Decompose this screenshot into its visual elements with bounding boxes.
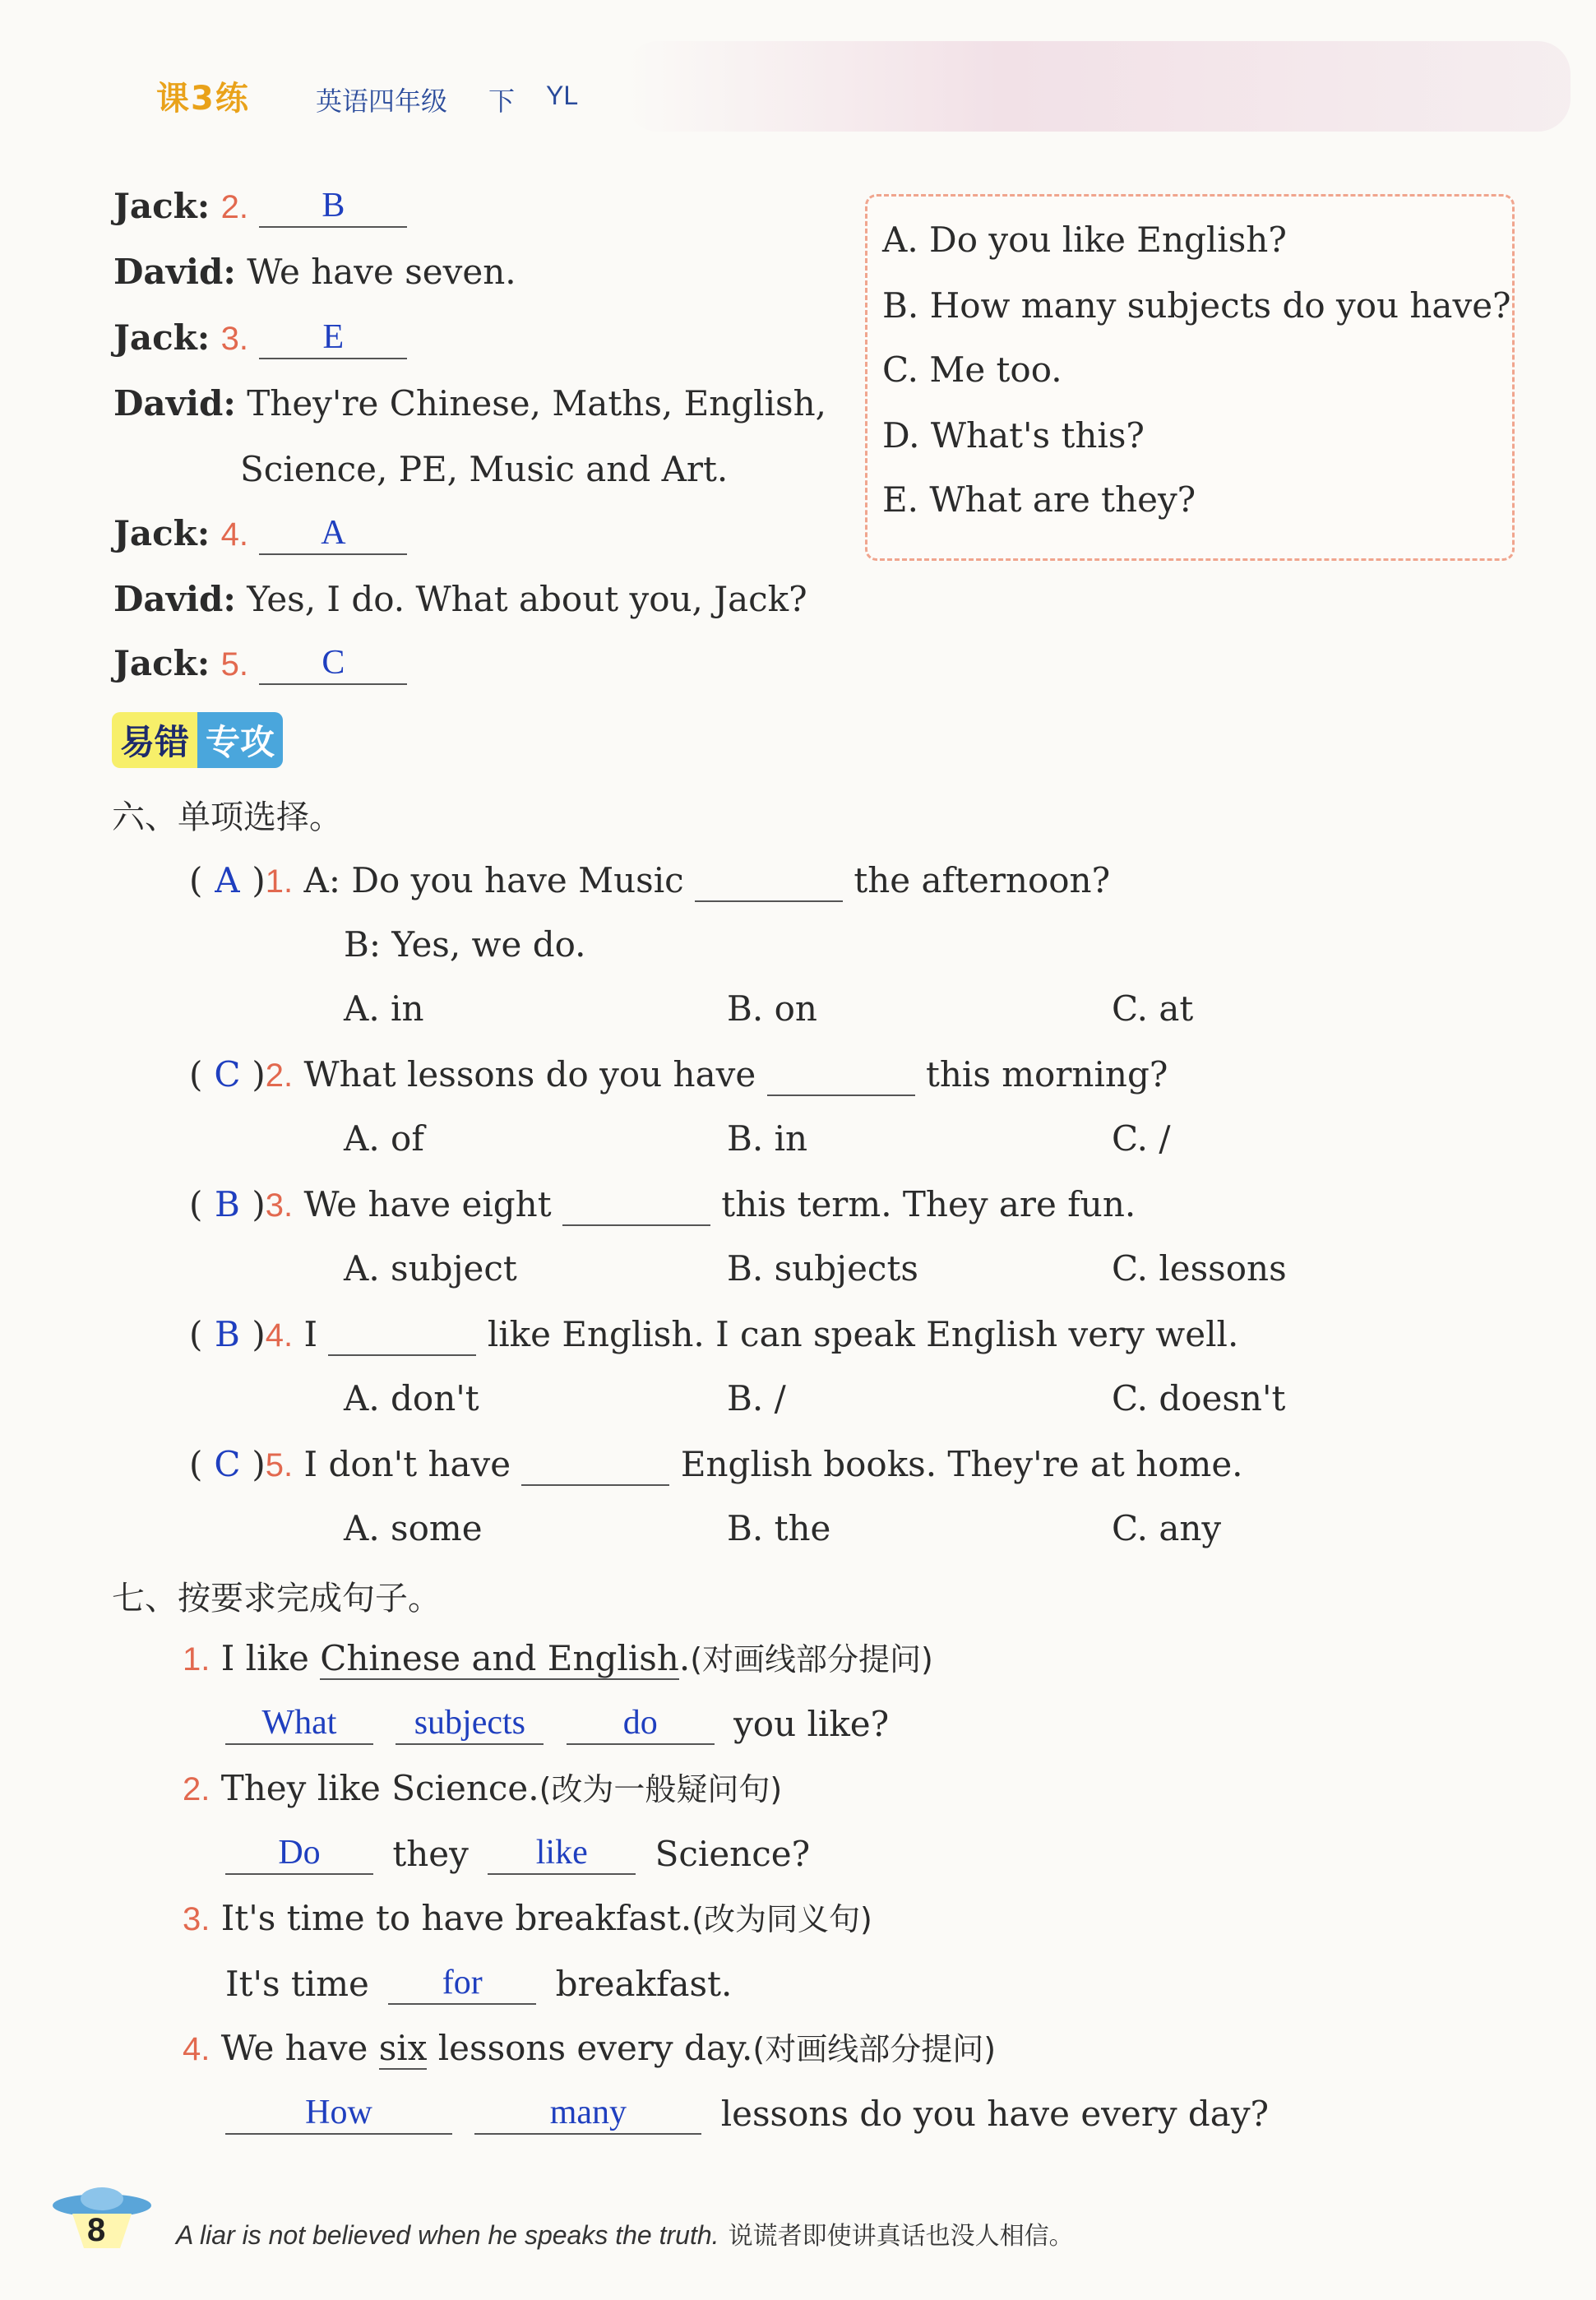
mc-answer[interactable]: B xyxy=(214,1184,240,1224)
header-volume: 下 xyxy=(488,86,516,117)
answer-blank[interactable]: E xyxy=(259,320,407,359)
option-d: D. What's this? xyxy=(882,415,1145,456)
mc-q5-option-b: B. the xyxy=(727,1508,831,1548)
mc-q2-option-c: C. / xyxy=(1112,1118,1171,1159)
option-a: A. Do you like English? xyxy=(882,220,1287,260)
rewrite-item-1: 1. I like Chinese and English.(对画线部分提问) xyxy=(183,1638,933,1678)
banner-part-2: 专攻 xyxy=(197,712,283,768)
answer-blank[interactable]: C xyxy=(259,646,407,685)
mc-q4-option-a: A. don't xyxy=(344,1378,479,1418)
option-box xyxy=(865,194,1515,561)
mc-q5-option-c: C. any xyxy=(1112,1508,1222,1548)
page-number-badge xyxy=(48,2181,156,2251)
answer-blank[interactable]: many xyxy=(474,2095,701,2135)
mc-question-1-reply: B: Yes, we do. xyxy=(344,924,586,965)
answer-blank[interactable]: like xyxy=(488,1835,636,1875)
mc-blank xyxy=(521,1446,669,1486)
rewrite-item-2: 2. They like Science.(改为一般疑问句) xyxy=(183,1768,783,1808)
mc-question-5: ( C )5. I don't have English books. They're at home. xyxy=(189,1444,1243,1484)
answer-blank[interactable]: subjects xyxy=(396,1705,544,1745)
dialogue-line-4: David: They're Chinese, Maths, English, xyxy=(113,383,827,423)
mc-blank xyxy=(767,1057,915,1096)
dialogue-line-4b: Science, PE, Music and Art. xyxy=(240,449,729,489)
option-e: E. What are they? xyxy=(882,479,1196,520)
option-c: C. Me too. xyxy=(882,349,1062,390)
rewrite-answer-4: How many lessons do you have every day? xyxy=(225,2094,1269,2135)
mc-q1-option-c: C. at xyxy=(1112,988,1194,1029)
brand-logo: 课3练 xyxy=(156,80,250,118)
footer-proverb xyxy=(176,2215,1074,2251)
mc-q2-option-a: A. of xyxy=(344,1118,424,1159)
mc-blank xyxy=(562,1187,710,1226)
rewrite-item-3: 3. It's time to have breakfast.(改为同义句) xyxy=(183,1898,872,1938)
dialogue-line-3: Jack: 3. E xyxy=(113,317,407,359)
header xyxy=(156,66,650,132)
dialogue-line-6: David: Yes, I do. What about you, Jack? xyxy=(113,579,807,619)
mc-blank xyxy=(328,1317,476,1356)
proverb-english: A liar is not believed when he speaks the truth. xyxy=(176,2220,719,2250)
answer-blank[interactable]: B xyxy=(259,188,407,228)
proverb-chinese: 说谎者即使讲真话也没人相信。 xyxy=(728,2222,1074,2251)
mc-answer[interactable]: C xyxy=(214,1444,241,1484)
mc-question-1: ( A )1. A: Do you have Music the afternoon? xyxy=(189,860,1111,900)
mc-q3-option-a: A. subject xyxy=(344,1248,517,1289)
mc-q5-option-a: A. some xyxy=(344,1508,483,1548)
answer-blank[interactable]: How xyxy=(225,2095,452,2135)
dialogue-line-7: Jack: 5. C xyxy=(113,643,407,685)
mc-q3-option-c: C. lessons xyxy=(1112,1248,1287,1289)
mc-answer[interactable]: A xyxy=(215,860,240,900)
rewrite-answer-3: It's time for breakfast. xyxy=(225,1964,733,2004)
header-decoration xyxy=(625,41,1571,132)
dialogue-line-5: Jack: 4. A xyxy=(113,513,407,555)
header-subject: 英语四年级 xyxy=(316,86,448,117)
mc-q1-option-b: B. on xyxy=(727,988,817,1029)
mc-question-4: ( B )4. I like English. I can speak English very well. xyxy=(189,1314,1239,1354)
mc-blank xyxy=(695,863,843,902)
mc-q1-option-a: A. in xyxy=(344,988,424,1029)
answer-blank[interactable]: for xyxy=(388,1965,536,2005)
answer-blank[interactable]: What xyxy=(225,1705,373,1745)
mc-question-3: ( B )3. We have eight this term. They are fun. xyxy=(189,1184,1136,1224)
rewrite-answer-2: Do they like Science? xyxy=(225,1834,810,1875)
mc-answer[interactable]: C xyxy=(214,1054,241,1094)
mc-q2-option-b: B. in xyxy=(727,1118,808,1159)
mc-question-2: ( C )2. What lessons do you have this morning? xyxy=(189,1054,1168,1094)
section7-title: 七、按要求完成句子。 xyxy=(112,1580,441,1617)
banner-part-1: 易错 xyxy=(112,712,197,768)
mc-q3-option-b: B. subjects xyxy=(727,1248,918,1289)
answer-blank[interactable]: do xyxy=(567,1705,715,1745)
answer-blank[interactable]: Do xyxy=(225,1835,373,1875)
page-number: 8 xyxy=(87,2212,106,2248)
mc-q4-option-c: C. doesn't xyxy=(1112,1378,1286,1418)
rewrite-item-4: 4. We have six lessons every day.(对画线部分提问) xyxy=(183,2028,997,2068)
underlined-phrase: six xyxy=(378,2028,428,2068)
underlined-phrase: Chinese and English xyxy=(320,1638,679,1678)
section6-title: 六、单项选择。 xyxy=(112,798,342,836)
mc-answer[interactable]: B xyxy=(214,1314,240,1354)
dialogue-line-2: David: We have seven. xyxy=(113,252,516,292)
header-edition: YL xyxy=(546,81,579,110)
option-b: B. How many subjects do you have? xyxy=(882,285,1511,326)
answer-blank[interactable]: A xyxy=(259,516,407,555)
mc-q4-option-b: B. / xyxy=(727,1378,786,1418)
dialogue-line-1: Jack: 2. B xyxy=(113,186,407,228)
rewrite-answer-1: What subjects do you like? xyxy=(225,1704,889,1745)
section-banner xyxy=(112,712,283,765)
